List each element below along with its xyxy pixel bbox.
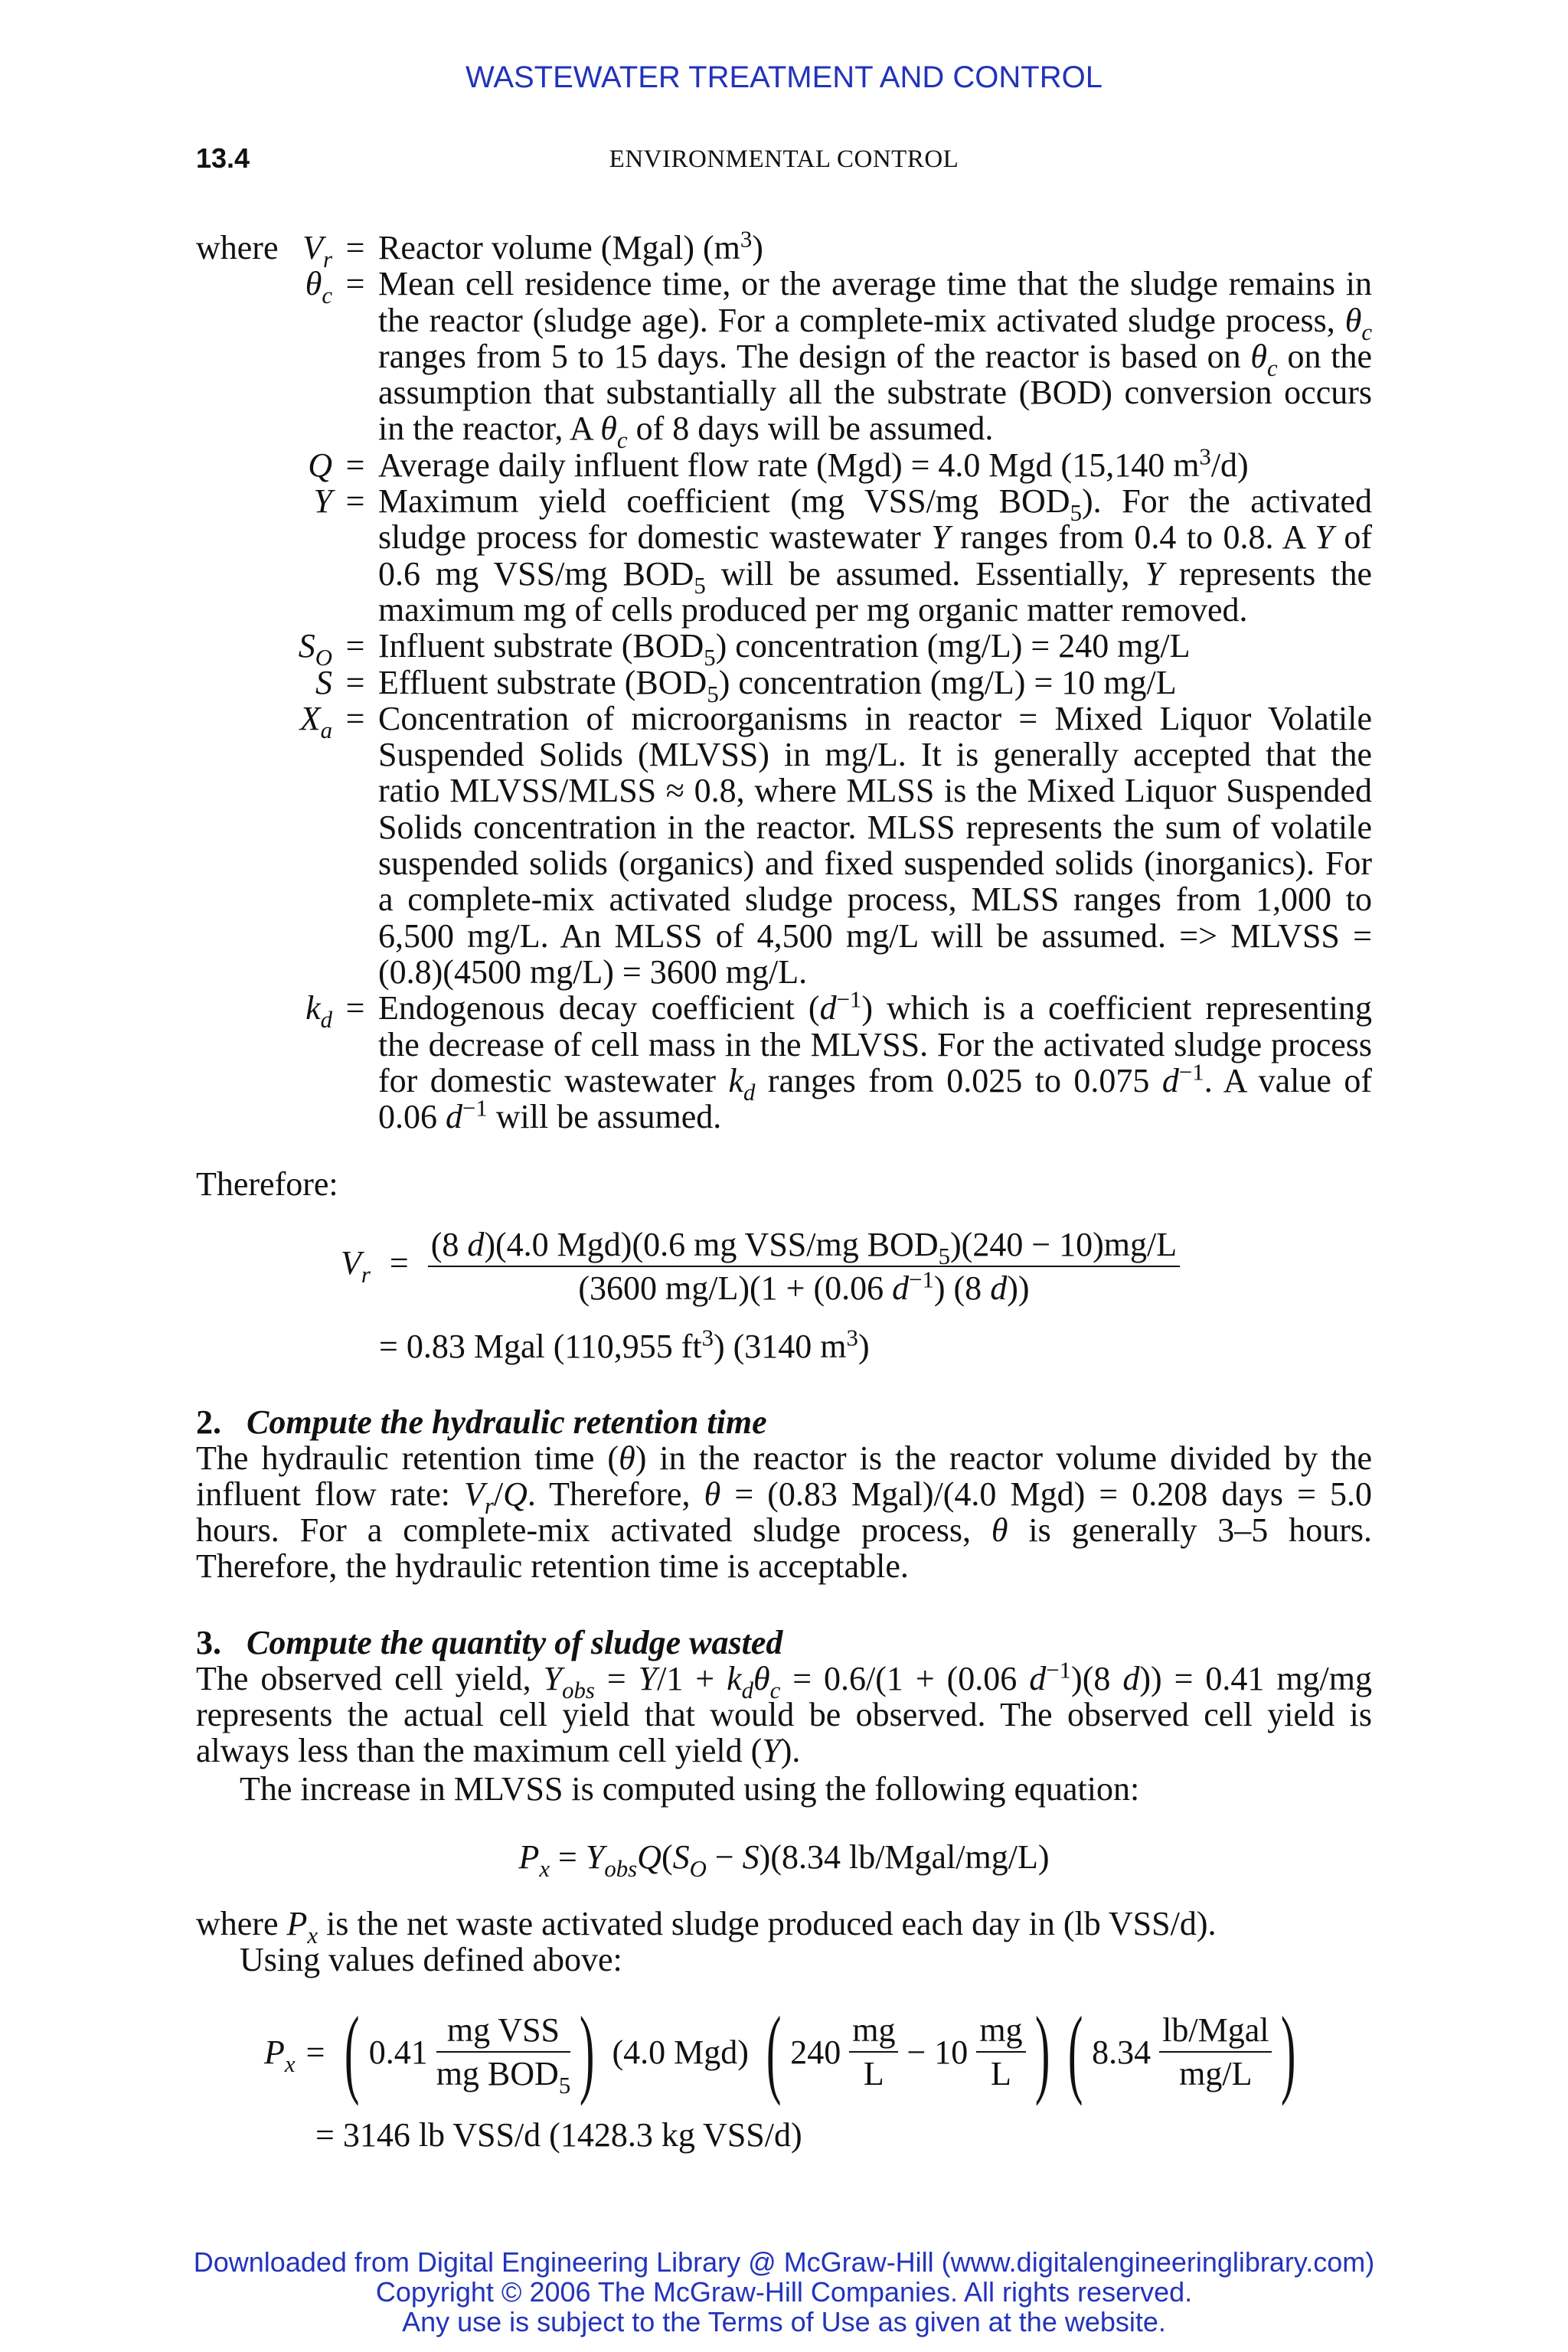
def-y: Maximum yield coefficient (mg VSS/mg $BOD_5$). For the activated sludge process for domestic wastewater Y ranges from 0.4 to 0.8. A Y of 0.6 mg VSS/mg $BOD_5$ will be assumed. Essentially, Y represents the maximum mg of cells produced per mg organic matter removed. xyxy=(378,482,1373,629)
step3-heading: 3. Compute the quantity of sludge wasted xyxy=(196,1624,783,1661)
step2-heading: 2. Compute the hydraulic retention time xyxy=(196,1403,767,1441)
equation-vr-result: = 0.83 Mgal (110,955 $ft^3$) (3140 $m^3$) xyxy=(379,1325,870,1365)
def-row-s: S = Effluent substrate $(BOD_5)$ concentration (mg/L) = 10 mg/L xyxy=(196,665,1372,701)
symbol-so: $S_O$ xyxy=(298,627,332,671)
def-thetac: Mean cell residence time, or the average time that the sludge remains in the reactor (sludge age). For a complete-mix activated sludge process, $\theta_c$ ranges from 5 to 15 days. The design of the reactor is based on $\theta_c$ on the assumption that substantially all the substrate (BOD) conversion occurs in the reactor, A $\theta_c$ of 8 days will be assumed. xyxy=(378,265,1372,454)
symbol-kd: $k_d$ xyxy=(305,989,332,1033)
symbol-y: Y xyxy=(313,482,332,521)
footer-download-link[interactable]: Downloaded from Digital Engineering Library @ McGraw-Hill (www.digitalengineeringlibrary.com) xyxy=(193,2246,1375,2278)
equation-vr-numerator: (8 d)(4.0 Mgd)(0.6 mg VSS/mg $BOD_5)(240 - 10)mg/L$ xyxy=(430,1226,1178,1269)
symbol-s: S xyxy=(315,663,332,701)
where-label: where xyxy=(196,229,279,266)
running-title: ENVIRONMENTAL CONTROL xyxy=(609,145,959,173)
def-so: Influent substrate $(BOD_5)$ concentration (mg/L) = 240 mg/L xyxy=(378,627,1191,671)
header-link-title[interactable]: WASTEWATER TREATMENT AND CONTROL xyxy=(466,60,1102,94)
step3-text1: The observed cell yield, $Y_{obs} = Y/1 + k_d\theta_c = 0.6/(1 + (0.06$ $d^{-1})(8$ d)) = 0.41 mg/mg represents the actual cell yield that would be observed. The observed cell yield is always less than the maximum cell yield (Y). xyxy=(196,1657,1372,1769)
therefore-label: Therefore: xyxy=(196,1165,338,1203)
step3-text2: The increase in MLVSS is computed using the following equation: xyxy=(240,1770,1140,1808)
def-xa: Concentration of microorganisms in reactor = Mixed Liquor Volatile Suspended Solids (MLVSS) in mg/L. It is generally accepted that the ratio MLVSS/MLSS ≈ 0.8, where MLSS is the Mixed Liquor Suspended Solids concentration in the reactor. MLSS represents the sum of volatile suspended solids (organics) and fixed suspended solids (inorganics). For a complete-mix activated sludge process, MLSS ranges from 1,000 to 6,500 mg/L. An MLSS of 4,500 mg/L will be assumed. => MLVSS = (0.8)(4500 mg/L) = 3600 mg/L. xyxy=(378,699,1372,991)
footer-terms[interactable]: Any use is subject to the Terms of Use as given at the website. xyxy=(402,2306,1166,2337)
footer xyxy=(0,2247,1568,2337)
def-row-thetac: $\theta_c$ = Mean cell residence time, or the average time that the sludge remains in the reactor (sludge age). For a complete-mix activated sludge process, $\theta_c$ ranges from 5 to 15 days. The design of the reactor is based on $\theta_c$ on the assumption that substantially all the substrate (BOD) conversion occurs in the reactor, A $\theta_c$ of 8 days will be assumed. xyxy=(196,266,1372,446)
equation-vr: $V_r$ = $\frac{(8 d)(4.0 Mgd)(0.6 mg VSS/mg BOD_5)(240 - 10)mg/L}{(3600 mg/L)(1 + (0.06 d^{-1}) (8 d))}$ xyxy=(341,1227,1180,1306)
def-row-y: Y = Maximum yield coefficient (mg VSS/mg $BOD_5$). For the activated sludge process for domestic wastewater Y ranges from 0.4 to 0.8. A Y of 0.6 mg VSS/mg $BOD_5$ will be assumed. Essentially, Y represents the maximum mg of cells produced per mg organic matter removed. xyxy=(196,483,1372,628)
symbol-xa: $X_a$ xyxy=(299,699,332,743)
def-row-xa: $X_a$ = Concentration of microorganisms in reactor = Mixed Liquor Volatile Suspended Solids (MLVSS) in mg/L. It is generally accepted that the ratio MLVSS/MLSS ≈ 0.8, where MLSS is the Mixed Liquor Suspended Solids concentration in the reactor. MLSS represents the sum of volatile suspended solids (organics) and fixed suspended solids (inorganics). For a complete-mix activated sludge process, MLSS ranges from 1,000 to 6,500 mg/L. An MLSS of 4,500 mg/L will be assumed. => MLVSS = (0.8)(4500 mg/L) = 3600 mg/L. xyxy=(196,701,1372,990)
equation-vr-fraction xyxy=(428,1227,1180,1306)
page-number: 13.4 xyxy=(196,142,250,174)
variable-definitions xyxy=(196,226,1373,1136)
step3-text3: where $P_x$ is the net waste activated sludge produced each day in (lb VSS/d). xyxy=(196,1905,1217,1949)
symbol-q: Q xyxy=(308,446,332,484)
def-row-q: Q = Average daily influent flow rate (Mgd) = 4.0 Mgd (15,140 $m^3/d$) xyxy=(196,447,1372,483)
def-row-so: $S_O$ = Influent substrate $(BOD_5)$ concentration (mg/L) = 240 mg/L xyxy=(196,628,1372,664)
def-kd: Endogenous decay coefficient $(d^{-1})$ which is a coefficient representing the decrease of cell mass in the MLVSS. For the activated sludge process for domestic wastewater $k_d$ ranges from 0.025 to 0.075 $d^{-1}$. A value of 0.06 $d^{-1}$ will be assumed. xyxy=(378,986,1372,1136)
equation-vr-denominator: (3600 mg/L)(1 + (0.06 $d^{-1}$) (8 d)) xyxy=(428,1266,1180,1306)
def-s: Effluent substrate $(BOD_5)$ concentration (mg/L) = 10 mg/L xyxy=(378,663,1177,707)
step2-text: The hydraulic retention time (θ) in the reactor is the reactor volume divided by the influent flow rate: $V_r/Q$. Therefore, θ = (0.83 Mgal)/(4.0 Mgd) = 0.208 days = 5.0 hours. For a complete-mix activated sludge process, θ is generally 3–5 hours. Therefore, the hydraulic retention time is acceptable. xyxy=(196,1439,1372,1585)
symbol-thetac: $\theta_c$ xyxy=(305,265,332,309)
def-q: Average daily influent flow rate (Mgd) = 4.0 Mgd (15,140 $m^3/d$) xyxy=(378,443,1249,484)
symbol-vr: $V_r$ xyxy=(302,229,332,273)
def-row-kd: $k_d$ = Endogenous decay coefficient $(d^{-1})$ which is a coefficient representing the decrease of cell mass in the MLVSS. For the activated sludge process for domestic wastewater $k_d$ ranges from 0.025 to 0.075 $d^{-1}$. A value of 0.06 $d^{-1}$ will be assumed. xyxy=(196,990,1372,1135)
step3-text4: Using values defined above: xyxy=(240,1941,622,1978)
equation-px-result: = 3146 lb VSS/d (1428.3 kg VSS/d) xyxy=(315,2116,802,2154)
def-vr: Reactor volume (Mgal) $(m^3)$ xyxy=(378,226,763,266)
equation-px-values: $P_x$ = ( 0.41 $\frac{\text{mg VSS}}{mg BOD_5}$ ) (4.0 Mgd) ( 240 $\frac{mg}{L}$ − 10 $\frac{mg}{L}$ ) ( 8.34 $\frac{\text{lb/Mgal}}{mg/L}$ ) xyxy=(264,1997,1296,2107)
def-row-vr: where $V_r$ = Reactor volume (Mgal) $(m^3)$ xyxy=(196,230,1372,266)
footer-copyright: Copyright © 2006 The McGraw-Hill Companies. All rights reserved. xyxy=(375,2276,1193,2308)
equation-px: $P_x = Y_{obs}Q(S_O - S)(8.34$ lb/Mgal/mg/L) xyxy=(518,1838,1050,1882)
